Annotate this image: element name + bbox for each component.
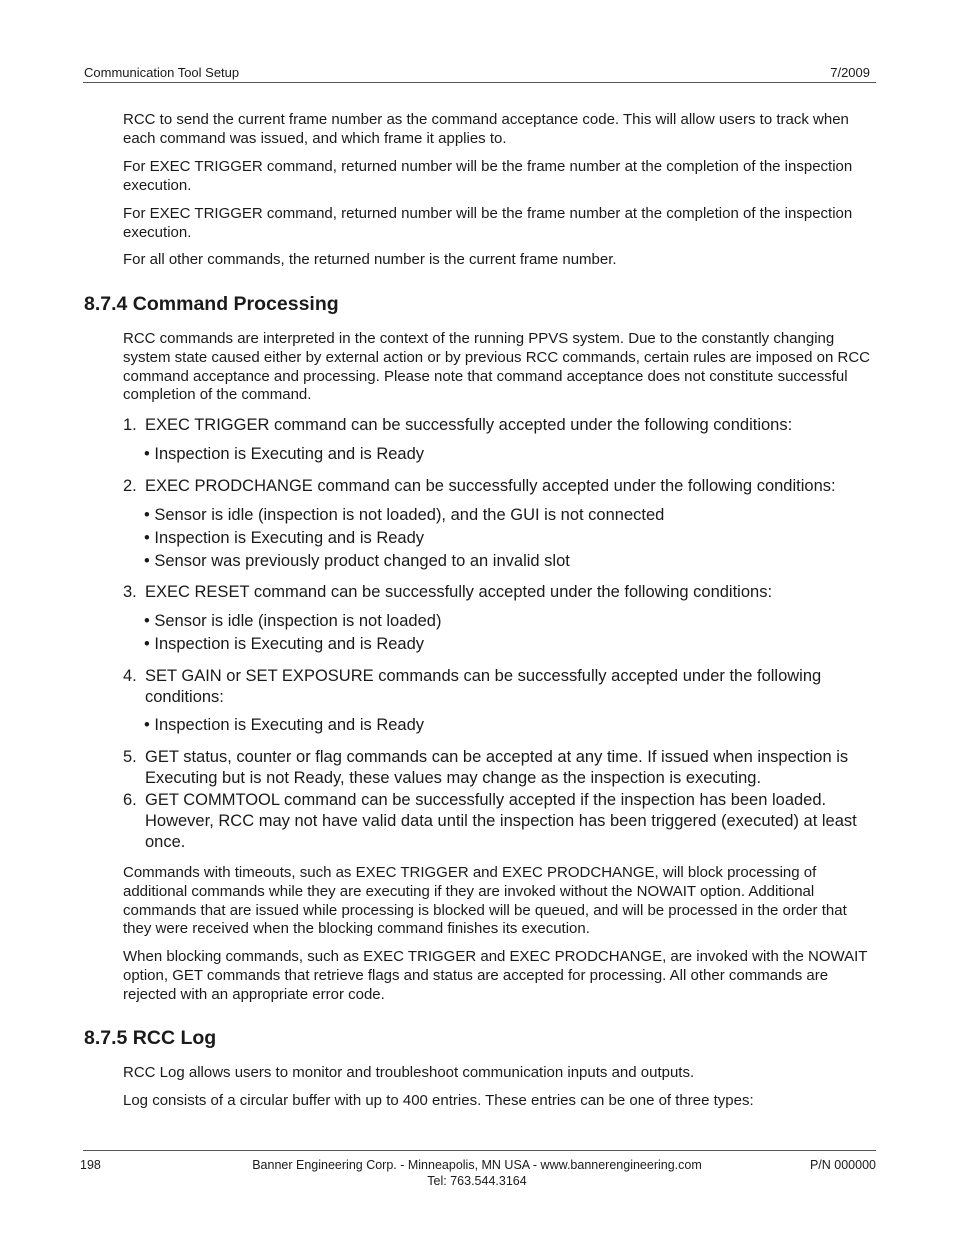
header-rule <box>83 82 876 83</box>
bullet-item: • Inspection is Executing and is Ready <box>144 716 425 734</box>
footer-part-number: P/N 000000 <box>809 1158 876 1172</box>
section-heading-rcc-log: 8.7.5 RCC Log <box>84 1027 217 1049</box>
bullet-item: • Inspection is Executing and is Ready <box>144 445 425 463</box>
rcc-log-paragraph-2: Log consists of a circular buffer with up to 400 entries. These entries can be one of three types: <box>123 1092 754 1109</box>
command-processing-intro: RCC commands are interpreted in the context of the running PPVS system. Due to the constantly changing system state caused either by external action or by previous RCC commands, certain rules are imposed on RCC command acceptance and processing. Please note that command acceptance does not constitute successful completion of the command. <box>123 330 870 404</box>
list-item-6 <box>123 790 878 853</box>
bullet-item: • Sensor is idle (inspection is not loaded) <box>144 612 442 630</box>
running-header-title: Communication Tool Setup <box>84 65 240 80</box>
section-heading-command-processing: 8.7.4 Command Processing <box>84 293 339 315</box>
list-item-3 <box>123 582 878 603</box>
list-item-2 <box>123 476 878 497</box>
intro-paragraph-1: RCC to send the current frame number as the command acceptance code. This will allow users to track when each command was issued, and which frame it applies to. <box>123 111 849 147</box>
footer-rule <box>83 1150 876 1151</box>
list-item-text: EXEC TRIGGER command can be successfully accepted under the following conditions: <box>145 416 793 434</box>
list-number: 1. <box>123 416 137 434</box>
nowait-paragraph: When blocking commands, such as EXEC TRIGGER and EXEC PRODCHANGE, are invoked with the NOWAIT option, GET commands that retrieve flags and status are accepted for processing. All other commands are rejected with an appropriate error code. <box>123 948 868 1003</box>
rcc-log-paragraph-1: RCC Log allows users to monitor and troubleshoot communication inputs and outputs. <box>123 1064 695 1081</box>
list-number: 4. <box>123 667 137 685</box>
blocking-commands-paragraph: Commands with timeouts, such as EXEC TRIGGER and EXEC PRODCHANGE, will block processing of additional commands while they are executing if they are invoked without the NOWAIT option. Additional commands that are issued while processing is blocked will be queued, and will be processed in the order that they were received when the blocking command finishes its execution. <box>123 864 847 938</box>
list-number: 3. <box>123 583 137 601</box>
list-item-5 <box>123 747 878 789</box>
running-header-date: 7/2009 <box>830 65 870 80</box>
bullet-item: • Inspection is Executing and is Ready <box>144 529 425 547</box>
list-item-text: GET COMMTOOL command can be successfully accepted if the inspection has been loaded. However, RCC may not have valid data until the inspection has been triggered (executed) at least once. <box>145 791 857 851</box>
footer-telephone: Tel: 763.544.3164 <box>427 1173 527 1188</box>
intro-paragraph-2: For EXEC TRIGGER command, returned number will be the frame number at the completion of the inspection execution. <box>123 158 853 194</box>
list-item-text: EXEC RESET command can be successfully accepted under the following conditions: <box>145 583 773 601</box>
bullet-item: • Inspection is Executing and is Ready <box>144 635 425 653</box>
bullet-item: • Sensor is idle (inspection is not loaded), and the GUI is not connected <box>144 506 665 524</box>
list-item-text: EXEC PRODCHANGE command can be successfully accepted under the following conditions: <box>145 477 836 495</box>
list-item-text: SET GAIN or SET EXPOSURE commands can be successfully accepted under the following conditions: <box>145 667 822 706</box>
page-number: 198 <box>80 1158 101 1172</box>
footer-company: Banner Engineering Corp. - Minneapolis, MN USA - www.bannerengineering.com <box>252 1158 702 1172</box>
intro-paragraph-4: For all other commands, the returned number is the current frame number. <box>123 251 617 268</box>
list-number: 6. <box>123 791 137 809</box>
bullet-item: • Sensor was previously product changed to an invalid slot <box>144 552 570 570</box>
list-item-1 <box>123 415 878 436</box>
list-number: 5. <box>123 748 137 766</box>
list-item-4 <box>123 666 878 708</box>
list-number: 2. <box>123 477 137 495</box>
list-item-text: GET status, counter or flag commands can be accepted at any time. If issued when inspection is Executing but is not Ready, these values may change as the inspection is executing. <box>145 748 849 787</box>
intro-paragraph-3: For EXEC TRIGGER command, returned number will be the frame number at the completion of the inspection execution. <box>123 205 853 241</box>
